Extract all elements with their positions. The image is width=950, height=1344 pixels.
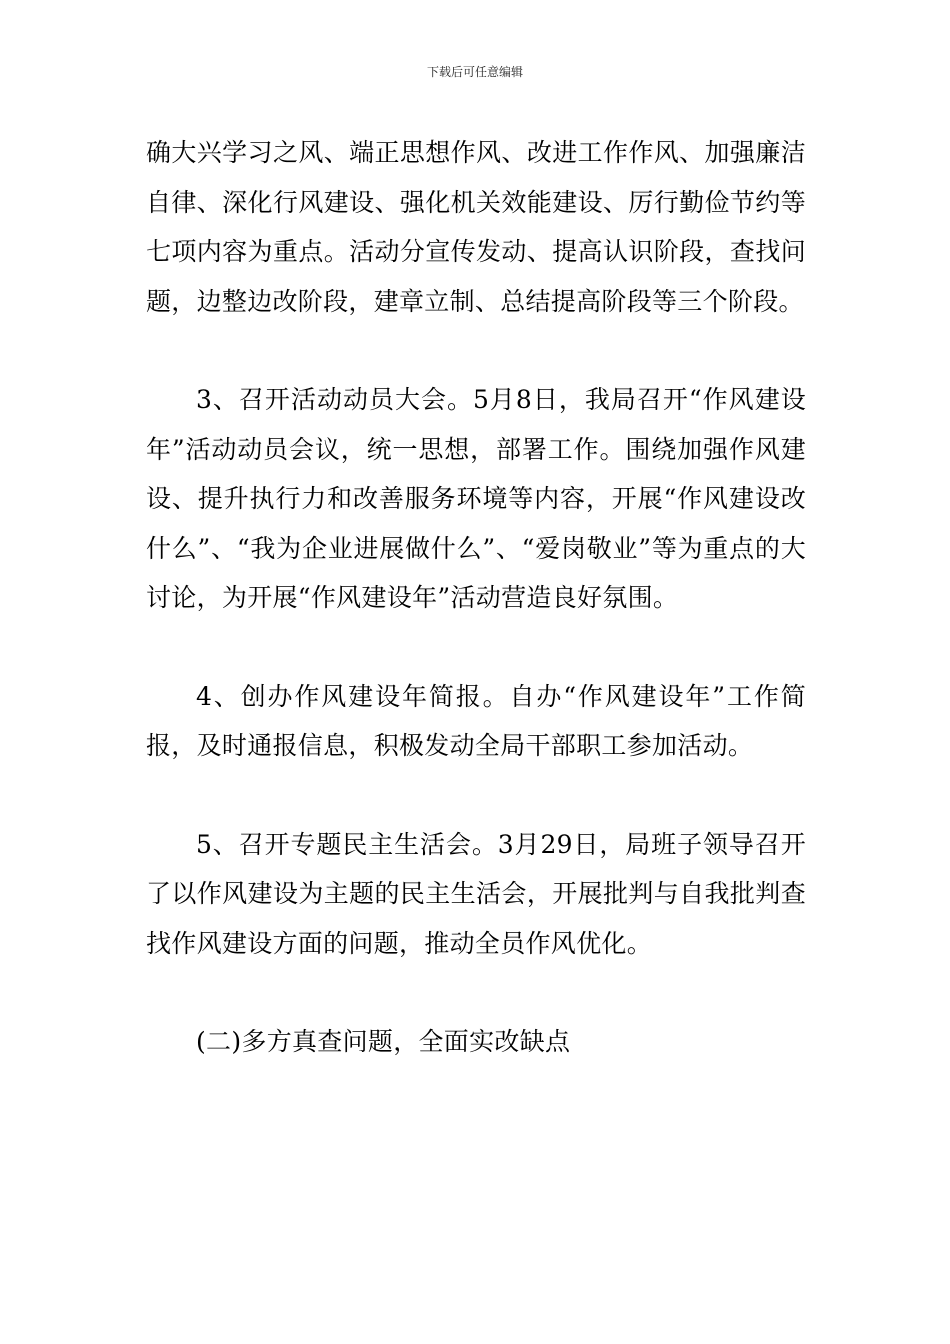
paragraph-item-3: 3、召开活动动员大会。5月8日，我局召开“作风建设年”活动动员会议，统一思想，部署工作。围绕加强作风建设、提升执行力和改善服务环境等内容，开展“作风建设改什么”、“我为企业进展做什么”、“爱岗敬业”等为重点的大讨论，为开展“作风建设年”活动营造良好氛围。 xyxy=(146,385,806,612)
paragraph-item-5: 5、召开专题民主生活会。3月29日，局班子领导召开了以作风建设为主题的民主生活会，开展批判与自我批判查找作风建设方面的问题，推动全员作风优化。 xyxy=(146,829,806,958)
section-heading: (二)多方真查问题，全面实改缺点 xyxy=(196,1027,571,1056)
paragraph-continuation: 确大兴学习之风、端正思想作风、改进工作作风、加强廉洁自律、深化行风建设、强化机关效能建设、厉行勤俭节约等七项内容为重点。活动分宣传发动、提高认识阶段，查找问题，边整边改阶段，建章立制、总结提高阶段等三个阶段。 xyxy=(146,138,806,316)
paragraph-item-4: 4、创办作风建设年简报。自办“作风建设年”工作简报，及时通报信息，积极发动全局干部职工参加活动。 xyxy=(146,681,806,760)
page-header: 下载后可任意编辑 xyxy=(426,65,523,79)
document-body xyxy=(146,128,806,1067)
